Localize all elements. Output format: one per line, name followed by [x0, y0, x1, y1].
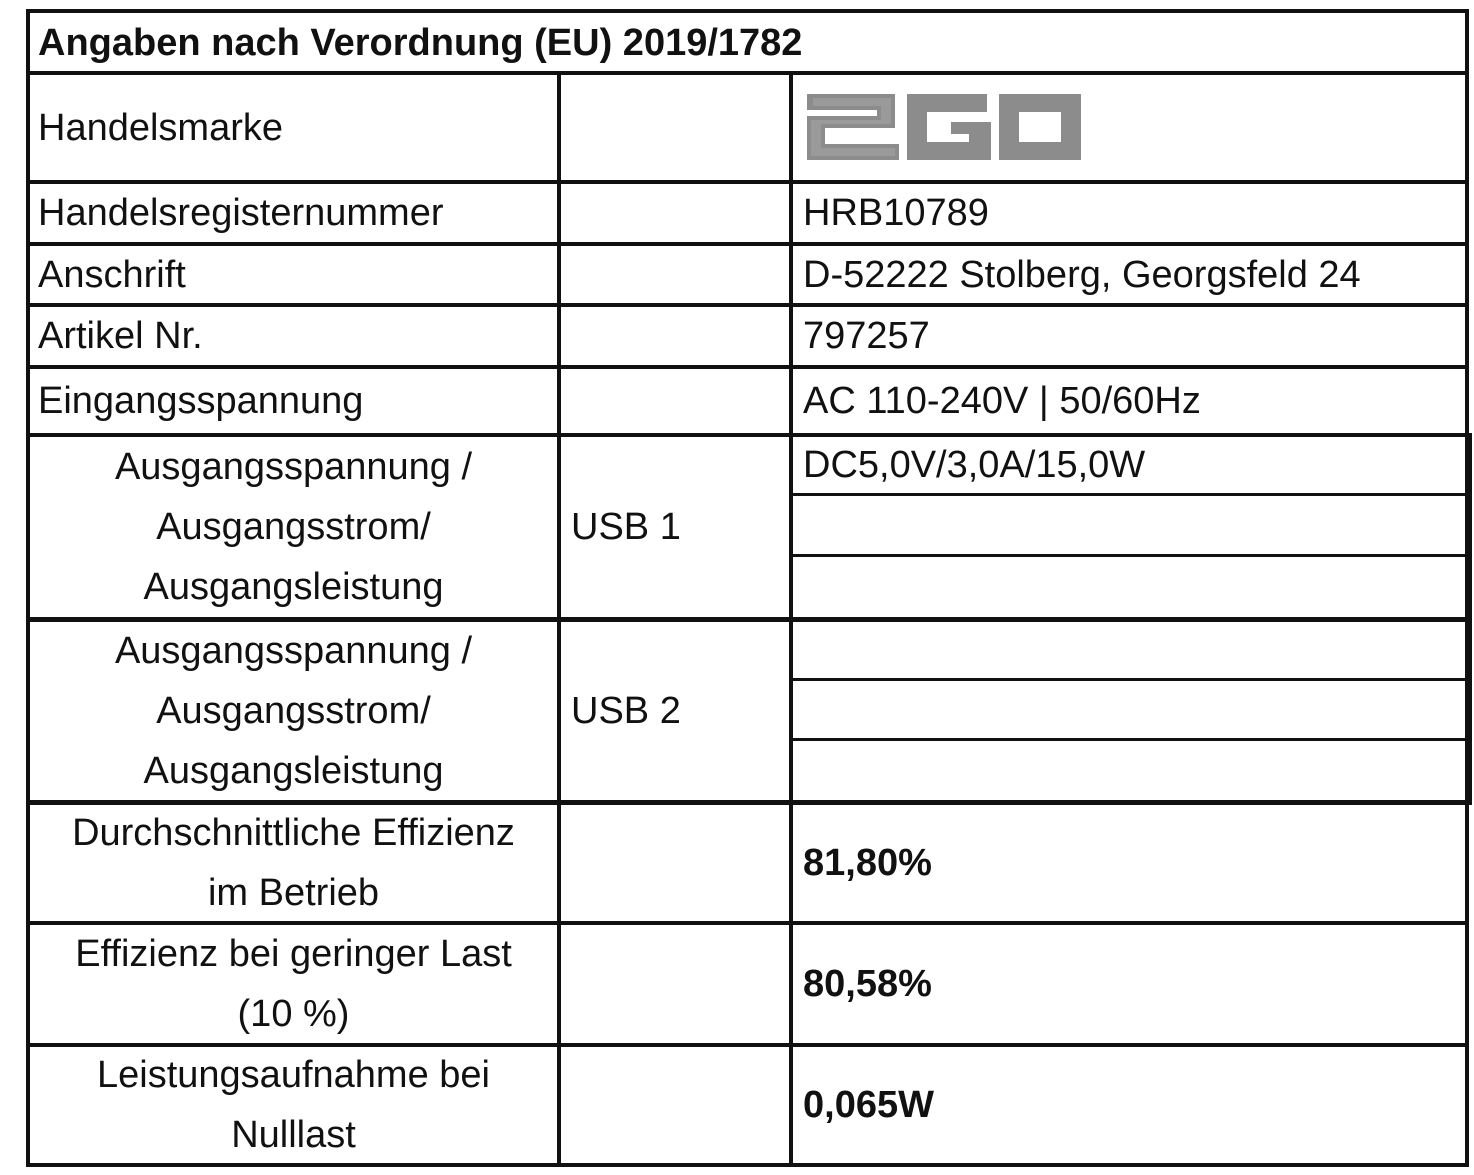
- value-usb1-2: [793, 557, 1463, 617]
- value-handelsregisternummer: HRB10789: [803, 192, 989, 234]
- label-usb1-output: [30, 437, 557, 617]
- label-low-load-line1: Effizienz bei geringer Last: [75, 933, 512, 975]
- label-avg-efficiency-line1: Durchschnittliche Effizienz: [72, 812, 515, 854]
- value-eingangsspannung: AC 110-240V | 50/60Hz: [803, 380, 1201, 422]
- label-avg-efficiency: [30, 805, 557, 921]
- label-no-load-line2: Nulllast: [231, 1114, 356, 1156]
- label-usb2-line2: Ausgangsstrom/: [156, 690, 431, 732]
- label-usb2-output: [30, 622, 557, 800]
- port-usb2: USB 2: [571, 690, 681, 732]
- value-no-load-power: 0,065W: [803, 1084, 934, 1126]
- label-avg-efficiency-line2: im Betrieb: [207, 872, 380, 914]
- value-avg-efficiency: 81,80%: [803, 842, 932, 884]
- label-no-load-power: [30, 1047, 557, 1163]
- port-usb1: USB 1: [571, 506, 681, 548]
- table-title: Angaben nach Verordnung (EU) 2019/1782: [38, 22, 803, 64]
- label-low-load-efficiency: [30, 925, 557, 1043]
- label-usb1-line1: Ausgangsspannung /: [114, 446, 473, 488]
- value-usb2-1: [793, 681, 1463, 738]
- label-no-load-line1: Leistungsaufnahme bei: [97, 1054, 490, 1096]
- label-handelsregisternummer: Handelsregisternummer: [38, 192, 444, 234]
- brand-logo: [803, 88, 1085, 166]
- value-anschrift: D-52222 Stolberg, Georgsfeld 24: [803, 253, 1361, 296]
- label-usb1-line2: Ausgangsstrom/: [156, 506, 431, 548]
- value-usb2-2: [793, 741, 1463, 800]
- value-usb1-1: [793, 496, 1463, 554]
- label-handelsmarke: Handelsmarke: [38, 106, 283, 149]
- value-usb1-0: DC5,0V/3,0A/15,0W: [803, 444, 1146, 486]
- label-low-load-line2: (10 %): [237, 993, 350, 1035]
- value-usb2-0: [793, 622, 1463, 678]
- label-artikel-nr: Artikel Nr.: [38, 315, 203, 357]
- label-anschrift: Anschrift: [38, 253, 186, 296]
- value-low-load-efficiency: 80,58%: [803, 963, 932, 1005]
- label-usb2-line1: Ausgangsspannung /: [114, 630, 473, 672]
- label-eingangsspannung: Eingangsspannung: [38, 380, 364, 422]
- label-usb2-line3: Ausgangsleistung: [143, 750, 444, 792]
- value-artikel-nr: 797257: [803, 315, 930, 357]
- label-usb1-line3: Ausgangsleistung: [143, 566, 444, 608]
